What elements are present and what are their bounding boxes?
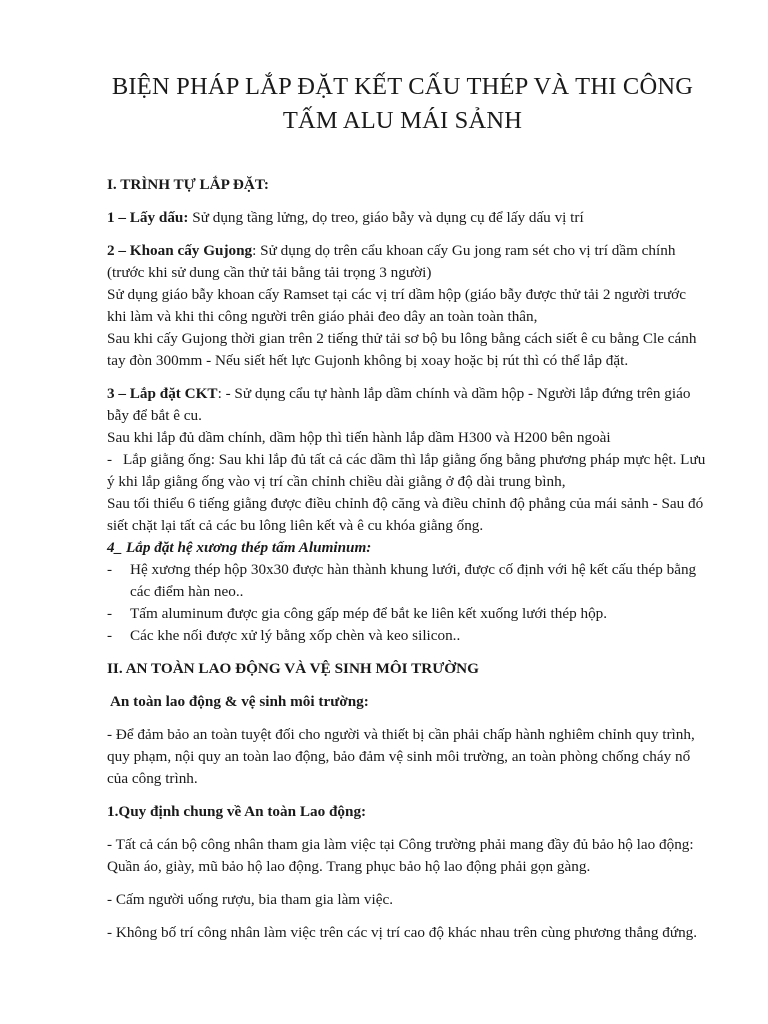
step-3-line-3	[107, 449, 706, 493]
list-item: - Hệ xương thép hộp 30x30 được hàn thành khung lưới, được cố định với hệ kết cấu thép bằng các điểm hàn neo..	[107, 561, 697, 600]
step-3-label: 3 – Lắp đặt CKT	[107, 385, 218, 402]
step-1-paragraph	[107, 207, 706, 229]
list-item: - Tấm aluminum được gia công gấp mép để bắt ke liên kết xuống lưới thép hộp.	[107, 603, 706, 625]
step-2-paragraph	[107, 240, 706, 284]
section-1-heading: I. TRÌNH TỰ LẮP ĐẶT:	[107, 176, 269, 193]
list-dash: -	[107, 627, 113, 644]
step-3-paragraph	[107, 383, 706, 427]
step-2-line-3: Sau khi cấy Gujong thời gian trên 2 tiếng thử tải sơ bộ bu lông bằng cách siết ê cu bằng Cle cánh tay đòn 300mm - Nếu siết hết lực Gujonh không bị xoay hoặc bị rút thì có thể lắp đặt.	[107, 330, 697, 369]
step-1-label: 1 – Lấy dấu:	[107, 209, 189, 226]
step-3-line-2: Sau khi lắp đủ dầm chính, dầm hộp thì tiến hành lắp dầm H300 và H200 bên ngoài	[107, 429, 611, 446]
step-4-heading: 4_ Lắp đặt hệ xương thép tấm Aluminum:	[107, 539, 372, 556]
step-4-list	[107, 559, 706, 647]
section-2-paragraph: - Để đảm bảo an toàn tuyệt đối cho người và thiết bị cần phải chấp hành nghiêm chỉnh quy trình, quy phạm, nội quy an toàn lao động, bảo đảm vệ sinh môi trường, an toàn phòng chống cháy nổ của công trình.	[107, 726, 695, 787]
rule-1: - Tất cả cán bộ công nhân tham gia làm việc tại Công trường phải mang đầy đủ bảo hộ lao động: Quần áo, giày, mũ bảo hộ lao động. Trang phục bảo hộ lao động phải gọn gàng.	[107, 836, 694, 875]
step-3-text: : - Sử dụng cẩu tự hành lắp dầm chính và dầm hộp - Người lắp đứng trên giáo bẫy để bắt ê cu.	[107, 385, 691, 424]
step-3-dash: -	[107, 451, 113, 468]
document-title	[99, 70, 706, 138]
step-3-line-4: Sau tối thiểu 6 tiếng giằng được điều chỉnh độ căng và điều chỉnh độ phẳng của mái sảnh - Sau đó siết chặt lại tất cả các bu lông liên kết và ê cu khóa giằng ống.	[107, 495, 704, 534]
rule-3: - Không bố trí công nhân làm việc trên các vị trí cao độ khác nhau trên cùng phương thẳng đứng.	[107, 924, 698, 941]
list-item: - Các khe nối được xử lý bằng xốp chèn và keo silicon..	[107, 625, 706, 647]
title-line-2: TẤM ALU MÁI SẢNH	[282, 107, 523, 134]
step-2-text: : Sử dụng dọ trên cẩu khoan cấy Gu jong ram sét cho vị trí dầm chính (trước khi sử dung cần thử tải bằng tải trọng 3 người)	[107, 242, 676, 281]
rule-2: - Cấm người uống rượu, bia tham gia làm việc.	[107, 891, 394, 908]
section-2-heading: II. AN TOÀN LAO ĐỘNG VÀ VỆ SINH MÔI TRƯỜNG	[107, 660, 479, 677]
step-1-text: Sử dụng tầng lửng, dọ treo, giáo bẫy và dụng cụ để lấy dấu vị trí	[188, 209, 584, 226]
title-line-1: BIỆN PHÁP LẮP ĐẶT KẾT CẤU THÉP VÀ THI CÔNG	[111, 73, 694, 100]
list-dash: -	[107, 605, 113, 622]
section-2-subheading: An toàn lao động & vệ sinh môi trường:	[107, 693, 369, 710]
general-rules-heading: 1.Quy định chung về An toàn Lao động:	[107, 803, 367, 820]
step-3-line-3-text: Lắp giằng ống: Sau khi lắp đủ tất cả các dầm thì lắp giằng ống bằng phương pháp mực hệt. Lưu ý khi lắp giằng ống vào vị trí cần chỉnh chiều dài giằng ở độ dài trung bình,	[107, 451, 706, 490]
list-dash: -	[107, 561, 113, 578]
step-2-label: 2 – Khoan cấy Gujong	[107, 242, 253, 259]
step-2-line-2: Sử dụng giáo bẫy khoan cấy Ramset tại các vị trí dầm hộp (giáo bẫy được thử tải 2 người trước khi làm và khi thi công người trên giáo phải đeo dây an toàn toàn thân,	[107, 286, 686, 325]
